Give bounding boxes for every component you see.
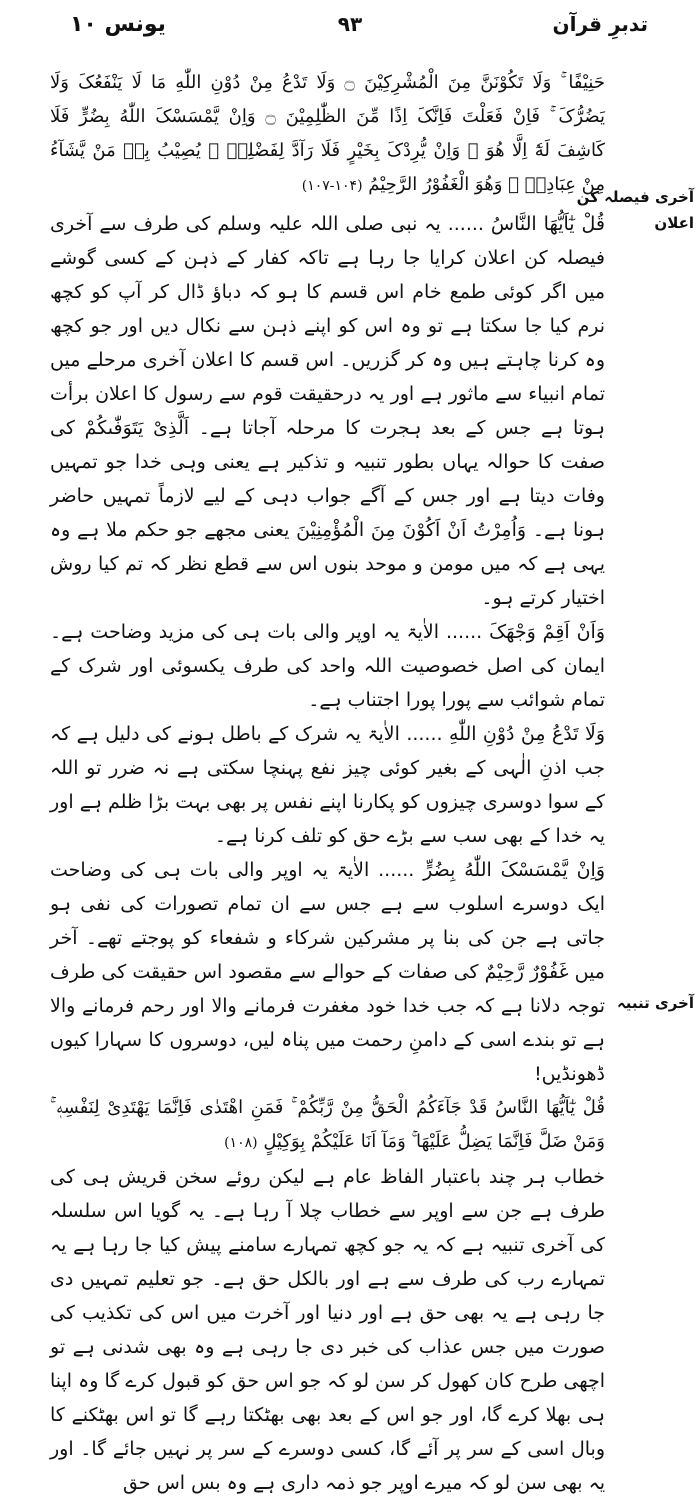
margin-note-line: اعلان: [654, 214, 694, 232]
surah-name-header: یونس ۱۰: [70, 12, 166, 37]
quran-verse-block: [50, 66, 605, 203]
commentary-paragraph: وَلَا تَدْعُ مِنْ دُوْنِ اللّٰهِ ...... الاٰیۃ یہ شرک کے باطل ہونے کی دلیل ہے کہ جب اذنِ الٰہی کے بغیر کوئی چیز نفع پہنچا سکتی ہے نہ ضرر تو اللہ کے سوا دوسری چیزوں کو پکارنا اپنے نفس پر بھی بہت بڑا ظلم ہے اور یہ خدا کے بھی سب سے بڑے حق کو تلف کرنا ہے۔: [50, 723, 605, 847]
page-number: ۹۳: [337, 12, 363, 36]
commentary-paragraph: خطاب ہر چند باعتبار الفاظ عام ہے لیکن روئے سخن قریش ہی کی طرف ہے جن سے اوپر سے خطاب چلا آ رہا ہے۔ یہ گویا اس سلسلہ کی آخری تنبیہ ہے کہ یہ جو کچھ تمہارے سامنے پیش کیا جا رہا ہے یہ تمہارے رب کی طرف سے ہے اور بالکل حق ہے۔ جو تعلیم تمہیں دی جا رہی ہے یہ بھی حق ہے اور دنیا اور آخرت میں اس کی تکذیب کی صورت میں جس عذاب کی خبر دی جا رہی ہے وہ بھی شدنی ہے تو اچھی طرح کان کھول کر سن لو کہ جو اس حق کو قبول کرے گا وہ اپنا ہی بھلا کرے گا، اور جو اس کے بعد بھی بھٹکتا رہے گا تو اس بھٹکنے کا وبال اسی کے سر پر آئے گا، کسی دوسرے کے سر پر نہیں جائے گا۔ اور یہ بھی سن لو کہ میرے اوپر جو ذمہ داری ہے وہ بس اس حق: [50, 1166, 605, 1494]
verse-text: حَنِیْفًا ۚ وَلَا تَکُوْنَنَّ مِنَ الْمُشْرِکِیْنَ ۝ وَلَا تَدْعُ مِنْ دُوْنِ اللّٰهِ مَا لَا یَنْفَعُکَ وَلَا یَضُرُّکَ ۚ فَاِنْ فَعَلْتَ فَاِنَّکَ اِذًا مِّنَ الظّٰلِمِیْنَ ۝ وَاِنْ یَّمْسَسْکَ اللّٰهُ بِضُرٍّ فَلَا کَاشِفَ لَهٗٓ اِلَّا هُوَ ۚ وَاِنْ یُّرِدْکَ بِخَیْرٍ فَلَا رَآدَّ لِفَضْلِهٖ ۚ یُصِیْبُ بِهٖ مَنْ یَّشَآءُ مِنْ عِبَادِهٖ ۚ وَهُوَ الْغَفُوْرُ الرَّحِیْمُ: [50, 72, 605, 195]
quran-verse-block: [50, 1091, 605, 1160]
verse-reference: (۱۰۸): [224, 1135, 258, 1151]
verse-reference: (۱۰۴-۱۰۷): [301, 178, 363, 194]
book-title-header: تدبرِ قرآن: [552, 12, 648, 36]
margin-note-final-warning: آخری تنبیہ: [616, 994, 694, 1012]
commentary-paragraph: قُلْ یٰٓاَیُّهَا النَّاسُ ...... یہ نبی صلی اللہ علیہ وسلم کی طرف سے آخری فیصلہ کن اعلان کرایا جا رہا ہے تاکہ کفار کے ذہن کے کسی گوشے میں اگر کوئی طمع خام اس قسم کا ہو کہ دباؤ ڈال کر آپ کو کچھ نرم کیا جا سکتا ہے تو وہ اس کو اپنے ذہن سے نکال دیں اور جو کچھ وہ کرنا چاہتے ہیں وہ کر گزریں۔ اس قسم کا اعلان آخری مرحلے میں تمام انبیاء سے ماثور ہے اور یہ درحقیقت قوم سے رسول کا اعلان برأت ہوتا ہے جس کے بعد ہجرت کا مرحلہ آجاتا ہے۔ اَلَّذِیْ یَتَوَفّٰىکُمْ کی صفت کا حوالہ یہاں بطور تنبیہ و تذکیر ہے یعنی وہی خدا جو تمہیں وفات دیتا ہے اور جس کے آگے جواب دہی کے لیے لازماً تمہیں حاضر ہونا ہے۔ وَاُمِرْتُ اَنْ اَکُوْنَ مِنَ الْمُؤْمِنِیْنَ یعنی مجھے جو حکم ملا ہے وہ یہی ہے کہ میں مومن و موحد بنوں اس سے قطع نظر کہ تم کیا روش اختیار کرتے ہو۔: [50, 213, 605, 609]
verse-text: قُلْ یٰٓاَیُّهَا النَّاسُ قَدْ جَآءَکُمُ الْحَقُّ مِنْ رَّبِّکُمْ ۚ فَمَنِ اهْتَدٰی فَاِنَّمَا یَهْتَدِیْ لِنَفْسِهٖ ۚ وَمَنْ ضَلَّ فَاِنَّمَا یَضِلُّ عَلَیْهَا ۚ وَمَآ اَنَا عَلَیْکُمْ بِوَکِیْلٍ: [50, 1097, 605, 1152]
margin-note-line: آخری فیصلہ کن: [576, 188, 694, 206]
page-header: [0, 8, 700, 42]
commentary-paragraph: وَاَنْ اَقِمْ وَجْهَکَ ...... الاٰیۃ یہ اوپر والی بات ہی کی مزید وضاحت ہے۔ ایمان کی اصل خصوصیت اللہ واحد کی طرف یکسوئی اور شرک کے تمام شوائب سے پورا پورا اجتناب ہے۔: [50, 621, 605, 711]
main-text-column: [50, 66, 605, 1500]
commentary-paragraph: وَاِنْ یَّمْسَسْکَ اللّٰهُ بِضُرٍّ ...... الاٰیۃ یہ اوپر والی بات ہی کی وضاحت ایک دوسرے اسلوب سے ہے جس سے ان تمام تصورات کی نفی ہو جاتی ہے جن کی بنا پر مشرکین شرکاء و شفعاء کو پوجتے تھے۔ آخر میں غَفُوْرٌ رَّحِیْمٌ کی صفات کے حوالے سے مقصود اس حقیقت کی طرف توجہ دلانا ہے کہ جب خدا خود مغفرت فرمانے والا اور رحم فرمانے والا ہے تو بندے اسی کے دامنِ رحمت میں پناہ لیں، دوسروں کا سہارا کیوں ڈھونڈیں!: [50, 859, 605, 1085]
